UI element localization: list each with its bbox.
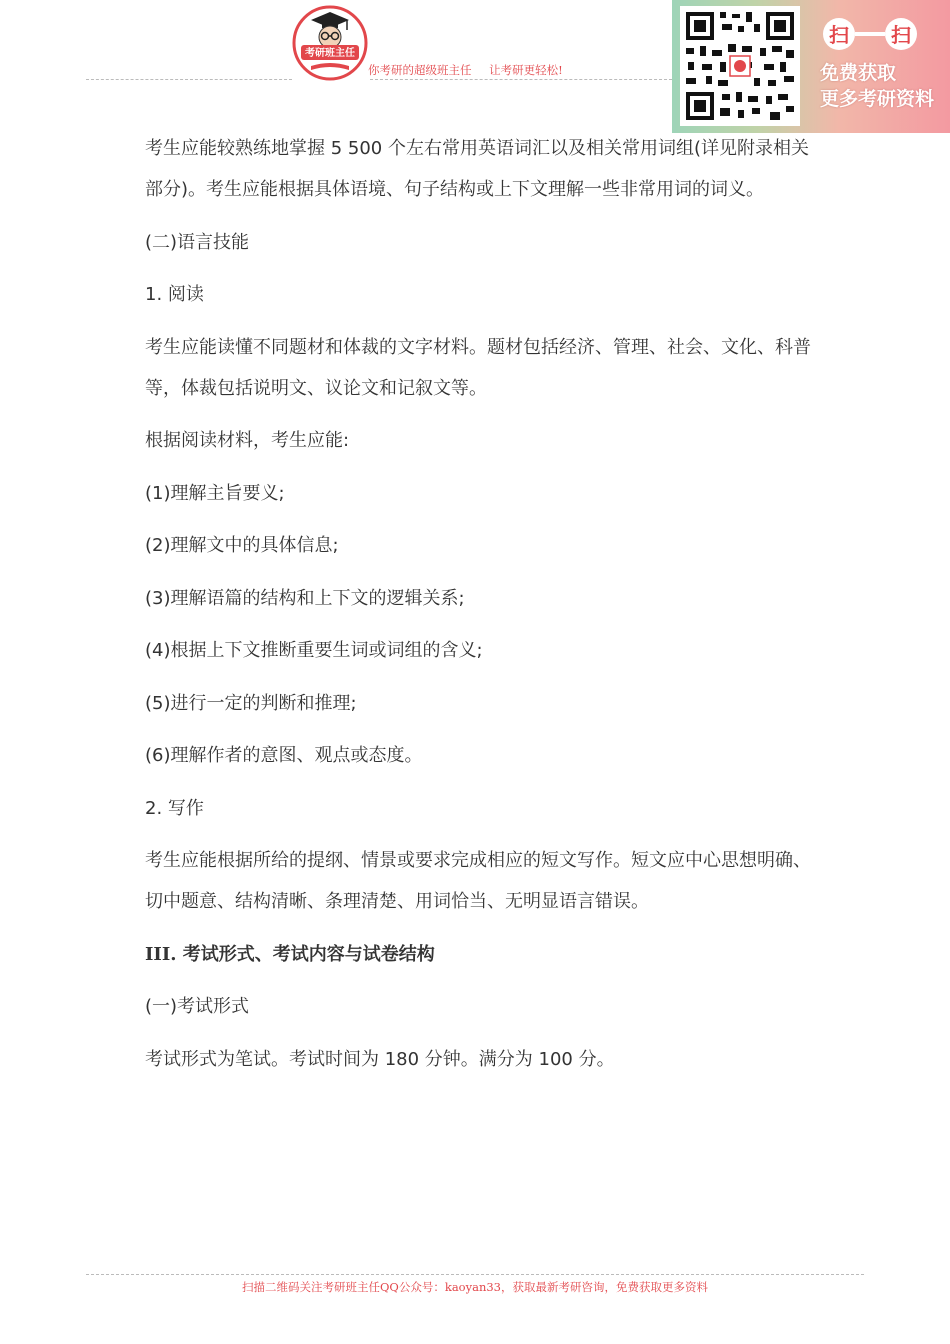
header-divider-right bbox=[370, 79, 672, 80]
promo-line-1: 免费获取 bbox=[820, 62, 897, 84]
paragraph-reading-intro: 根据阅读材料，考生应能: bbox=[145, 430, 350, 451]
subheading-exam-form: (一)考试形式 bbox=[145, 996, 250, 1017]
scan-char-right: 扫 bbox=[891, 23, 911, 47]
scan-badge-icon bbox=[822, 14, 918, 54]
document-body bbox=[145, 128, 815, 1091]
header-divider-left bbox=[86, 79, 292, 80]
page-header bbox=[0, 0, 950, 130]
logo-text: 考研班主任 bbox=[305, 48, 355, 59]
footer-divider bbox=[86, 1274, 864, 1275]
list-item: (2)理解文中的具体信息; bbox=[145, 535, 339, 556]
promo-text bbox=[820, 60, 950, 112]
subheading-reading: 1. 阅读 bbox=[145, 284, 204, 305]
slogan-left: 你考研的超级班主任 bbox=[368, 63, 472, 77]
logo-icon bbox=[291, 4, 369, 82]
slogan-right: 让考研更轻松! bbox=[489, 63, 563, 77]
scan-char-left: 扫 bbox=[829, 23, 849, 47]
paragraph-writing: 考生应能根据所给的提纲、情景或要求完成相应的短文写作。短文应中心思想明确、切中题意、结构清晰、条理清楚、用词恰当、无明显语言错误。 bbox=[145, 850, 811, 912]
list-item: (6)理解作者的意图、观点或态度。 bbox=[145, 745, 423, 766]
paragraph-reading: 考生应能读懂不同题材和体裁的文字材料。题材包括经济、管理、社会、文化、科普等，体裁包括说明文、议论文和记叙文等。 bbox=[145, 336, 811, 399]
qr-code-icon bbox=[680, 6, 800, 126]
qr-promo-banner bbox=[672, 0, 950, 133]
paragraph-vocabulary: 考生应能较熟练地掌握 5 500 个左右常用英语词汇以及相关常用词组(详见附录相关部分)。考生应能根据具体语境、句子结构或上下文理解一些非常用词的词义。 bbox=[145, 138, 809, 200]
section-heading-exam-format: III. 考试形式、考试内容与试卷结构 bbox=[145, 943, 435, 965]
section-heading-language-skills: (二)语言技能 bbox=[145, 231, 250, 253]
list-item: (5)进行一定的判断和推理; bbox=[145, 692, 357, 714]
promo-line-2: 更多考研资料 bbox=[820, 88, 935, 110]
header-slogan bbox=[368, 62, 668, 78]
list-item: (4)根据上下文推断重要生词或词组的含义; bbox=[145, 640, 483, 661]
list-item: (1)理解主旨要义; bbox=[145, 482, 285, 504]
list-item: (3)理解语篇的结构和上下文的逻辑关系; bbox=[145, 587, 465, 609]
paragraph-exam-form: 考试形式为笔试。考试时间为 180 分钟。满分为 100 分。 bbox=[145, 1048, 615, 1070]
page-footer: 扫描二维码关注考研班主任QQ公众号：kaoyan33，获取最新考研咨询，免费获取更多资料 bbox=[242, 1280, 708, 1294]
subheading-writing: 2. 写作 bbox=[145, 797, 204, 819]
